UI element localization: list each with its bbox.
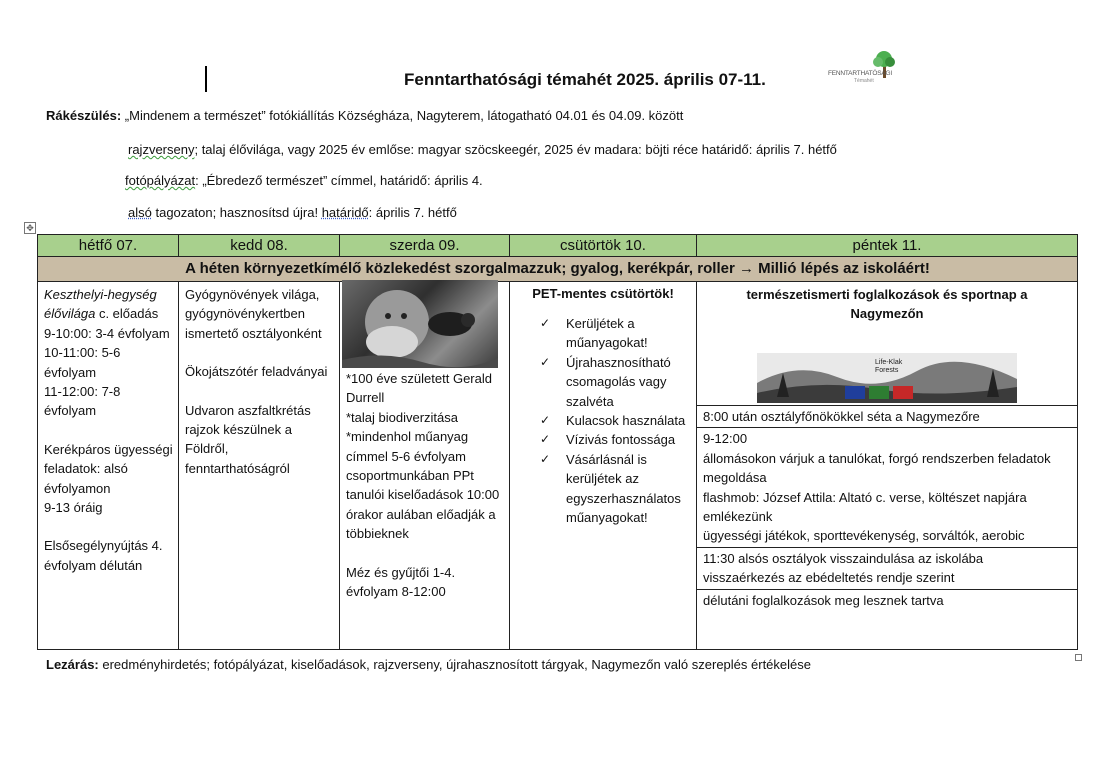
motto-row (38, 257, 1078, 282)
monday-bike-time: 9-13 óráig (44, 500, 103, 516)
thursday-item (540, 450, 696, 528)
closing-line (46, 657, 811, 672)
page-title: Fenntarthatósági témahét 2025. április 07-11. (404, 70, 766, 89)
wednesday-soil: *talaj biodiverzitása (346, 409, 459, 425)
friday-stations (697, 427, 1077, 546)
photo-contest-text: : „Ébredező természet” címmel, határidő: április 4. (195, 173, 483, 188)
friday-return-lunch: visszaérkezés az ebédeltetés rendje szerint (703, 570, 955, 586)
wednesday-honey: Méz és gyűjtői 1-4. évfolyam 8-12:00 (346, 564, 456, 600)
preparation-line-1 (46, 108, 683, 123)
thursday-cell (510, 282, 697, 650)
check-icon: ✓ (540, 354, 551, 369)
wednesday-durrell: *100 éve született Gerald Durrell (346, 371, 492, 406)
day-header-row (38, 235, 1078, 257)
preparation-line-3 (125, 173, 483, 188)
closing-label: Lezárás: (46, 657, 99, 672)
tuesday-eco-playground: Ökojátszótér feladványai (185, 364, 328, 380)
preparation-line-2 (128, 142, 837, 157)
thursday-item-text: Vízivás fontossága (566, 432, 676, 448)
monday-lecture-suffix: c. előadás (95, 306, 159, 322)
day-header-friday: péntek 11. (697, 235, 1078, 257)
day-header-thursday: csütörtök 10. (510, 235, 697, 257)
check-icon: ✓ (540, 451, 551, 466)
monday-slot-2: 10-11:00: 5-6 évfolyam (44, 345, 121, 380)
thursday-item-text: Újrahasznosítható csomagolás vagy szalvéta (566, 354, 671, 409)
friday-cell (697, 282, 1078, 650)
friday-flashmob: flashmob: József Attila: Altató c. verse, költészet napjára emlékezünk (703, 489, 1027, 525)
lower-grade-word: alsó (128, 205, 152, 220)
gerald-durrell-photo (342, 280, 498, 368)
closing-text: eredményhirdetés; fotópályázat, kiselőadások, rajzverseny, újrahasznosított tárgyak, Nagymezőn való szereplés értékelése (98, 657, 811, 672)
day-header-monday: hétfő 07. (38, 235, 179, 257)
thursday-item (540, 411, 696, 430)
reuse-text: tagozaton; hasznosítsd újra! (151, 205, 322, 220)
photo-contest-word: fotópályázat (125, 173, 196, 188)
thursday-title: PET-mentes csütörtök! (532, 286, 674, 301)
preparation-label: Rákészülés: (46, 108, 122, 123)
motto-text: A héten környezetkímélő közlekedést szorgalmazzuk; gyalog, kerékpár, roller → Millió lépés az iskoláért! (38, 257, 1078, 282)
logo-subtext: Témahét (854, 78, 874, 84)
thursday-item (540, 430, 696, 449)
table-move-handle[interactable]: ✥ (24, 222, 36, 234)
friday-return-time: 11:30 alsós osztályok visszaindulása az iskolába (703, 550, 984, 566)
monday-bike: Kerékpáros ügyességi feladatok: alsó évfolyamon (44, 441, 173, 496)
tuesday-chalk-drawing: Udvaron aszfaltkrétás rajzok készülnek a Földről, fenntarthatóságról (185, 402, 311, 476)
drawing-contest-word: rajzverseny (128, 142, 195, 157)
thursday-item (540, 353, 696, 411)
thursday-item-text: Kerüljétek a műanyagokat! (566, 316, 648, 351)
life-forests-banner (757, 353, 1017, 403)
thursday-item (540, 314, 696, 353)
day-header-tuesday: kedd 08. (179, 235, 340, 257)
tuesday-cell (179, 282, 340, 650)
monday-slot-3: 11-12:00: 7-8 évfolyam (44, 384, 121, 419)
monday-lecture-title: Keszthelyi-hegység élővilága (44, 287, 157, 322)
friday-afternoon: délutáni foglalkozások meg lesznek tartva (697, 589, 1077, 611)
deadline-text: : április 7. hétfő (368, 205, 457, 220)
friday-return (697, 547, 1077, 589)
check-icon: ✓ (540, 432, 551, 447)
text-cursor (205, 66, 207, 92)
thursday-item-text: Kulacsok használata (566, 413, 686, 429)
preparation-exhibition: „Mindenem a természet” fotókiállítás Községháza, Nagyterem, látogatható 04.01 és 04.09. között (124, 108, 684, 123)
program-row (38, 282, 1078, 650)
monday-lecture (44, 285, 174, 324)
tuesday-herbs: Gyógynövények világa, gyógynövénykertben ismertető osztályonként (185, 287, 322, 341)
wednesday-plastic: *mindenhol műanyag címmel 5-6 évfolyam csoportmunkában PPt tanulói kiselőadások 10:00 órakor aulában előadják a többieknek (346, 429, 500, 542)
friday-stations-text: állomásokon várjuk a tanulókat, forgó rendszerben feladatok megoldása (703, 450, 1051, 486)
logo-text: FENNTARTHATÓSÁGI (828, 70, 892, 77)
sustainability-logo (828, 50, 900, 90)
preparation-line-4 (128, 205, 457, 220)
thursday-item-text: Vásárlásnál is kerüljétek az egyszerhasználatos műanyagokat! (566, 451, 681, 526)
banner-text: Life-Klak Forests (875, 359, 903, 374)
deadline-word: határidő (321, 205, 369, 220)
friday-title: természetismerti foglalkozások és sportnap a Nagymezőn (746, 287, 1028, 321)
drawing-contest-text: ; talaj élővilága, vagy 2025 év emlőse: magyar szöcskeegér, 2025 év madara: böjti réce határidő: április 7. hétfő (194, 142, 837, 157)
monday-firstaid: Elsősegélynyújtás 4. évfolyam délután (44, 538, 163, 573)
friday-games: ügyességi játékok, sporttevékenység, sorváltók, aerobic (703, 528, 1025, 544)
thursday-checklist (510, 314, 696, 527)
friday-walk: 8:00 után osztályfőnökökkel séta a Nagymezőre (697, 405, 1077, 427)
check-icon: ✓ (540, 316, 551, 330)
wednesday-cell (340, 282, 510, 650)
schedule-table (37, 234, 1078, 650)
table-resize-handle[interactable] (1075, 654, 1082, 661)
check-icon: ✓ (540, 413, 551, 428)
day-header-wednesday: szerda 09. (340, 235, 510, 257)
friday-stations-time: 9-12:00 (703, 431, 748, 447)
monday-cell (38, 282, 179, 650)
monday-slot-1: 9-10:00: 3-4 évfolyam (44, 325, 170, 341)
